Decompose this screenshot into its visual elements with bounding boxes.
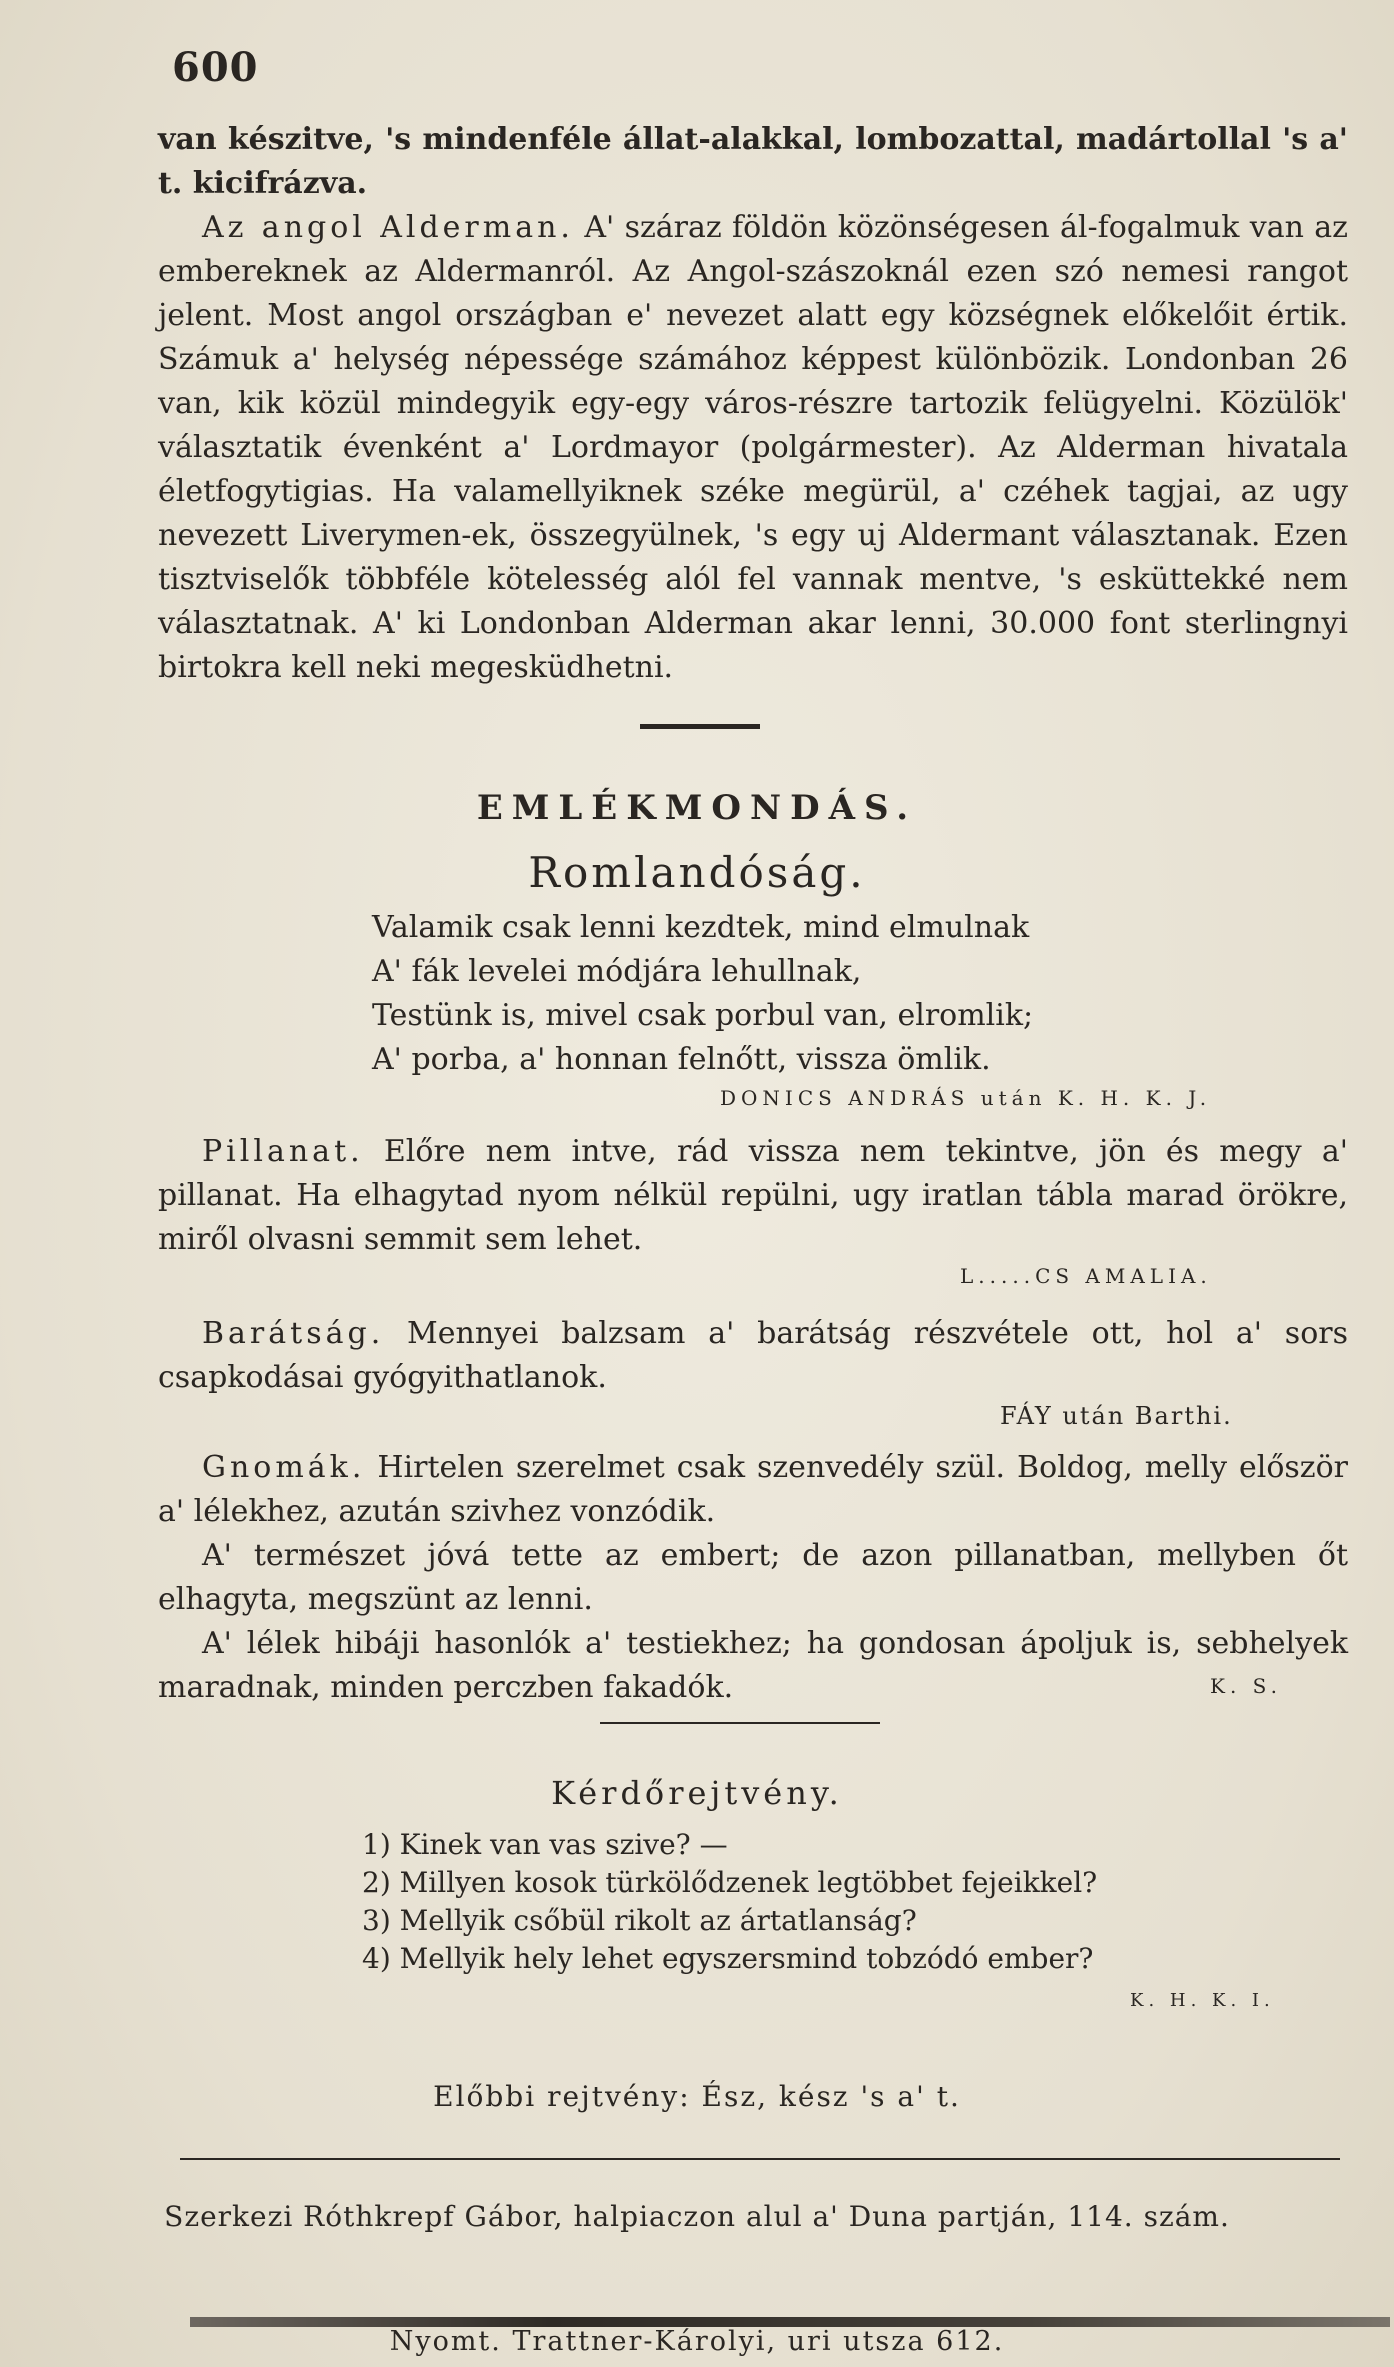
poem-line: A' fák levelei módjára lehullnak,	[372, 954, 862, 989]
riddle-title: Kérdőrejtvény.	[551, 1774, 843, 1812]
section-title: EMLÉKMONDÁS.	[476, 788, 918, 828]
riddle-item: 2) Millyen kosok türkölődzenek legtöbbet fejeikkel?	[362, 1866, 1098, 1899]
riddle-item: 1) Kinek van vas szive? —	[362, 1828, 728, 1861]
baratsag-signature: FÁY után Barthi.	[1000, 1402, 1233, 1430]
gnomak-title: Gnomák.	[202, 1450, 366, 1485]
alderman-text: A' száraz földön közönségesen ál-fogalmuk van az embereknek az Aldermanról. Az Angol-szászoknál ezen szó nemesi rangot jelent. Most angol országban e' nevezet alatt egy községnek előkelőit értik. Számuk a' helység népessége számához képpest különbözik. Londonban 26 van, kik közül mindegyik egy-egy város-részre tartozik felügyelni. Közülök' választatik évenként a' Lordmayor (polgármester). Az Alderman hivatala életfogytigias. Ha valamellyiknek széke megürül, a' czéhek tagjai, az ugy nevezett Liverymen-ek, összegyülnek, 's egy uj Aldermant választanak. Ezen tisztviselők többféle kötelesség alól fel vannak mentve, 's esküttekké nem választatnak. A' ki Londonban Alderman akar lenni, 30.000 font sterlingnyi birtokra kell neki megesküdhetni.	[158, 210, 1348, 685]
poem-line: Testünk is, mivel csak porbul van, elromlik;	[372, 998, 1034, 1033]
pillanat-section	[158, 1130, 1348, 1262]
alderman-article	[158, 118, 1348, 690]
pillanat-title: Pillanat.	[202, 1134, 364, 1169]
editor-line: Szerkezi Róthkrepf Gábor, halpiaczon alul a' Duna partján, 114. szám.	[164, 2200, 1230, 2233]
pillanat-text: Előre nem intve, rád vissza nem tekintve, jön és megy a' pillanat. Ha elhagytad nyom nélkül repülni, ugy iratlan tábla marad örökre, miről olvasni semmit sem lehet.	[158, 1134, 1348, 1257]
baratsag-section	[158, 1312, 1348, 1400]
divider	[180, 2158, 1340, 2160]
riddle-signature: K. H. K. I.	[1130, 1990, 1275, 2011]
riddle-item: 4) Mellyik hely lehet egyszersmind tobzódó ember?	[362, 1942, 1094, 1975]
poem-title: Romlandóság.	[528, 848, 866, 897]
riddle-item: 3) Mellyik csőbül rikolt az ártatlanság?	[362, 1904, 917, 1937]
poem-signature: DONICS ANDRÁS után K. H. K. J.	[720, 1086, 1212, 1110]
riddle-list	[362, 1826, 1097, 1978]
gnomak-text-3: A' lélek hibáji hasonlók a' testiekhez; ha gondosan ápoljuk is, sebhelyek maradnak, minden perczben fakadók.	[158, 1626, 1348, 1705]
baratsag-title: Barátság.	[202, 1316, 385, 1351]
gnomak-section	[158, 1446, 1348, 1710]
intro-text: van készitve, 's mindenféle állat-alakkal, lombozattal, madártollal 's a' t. kicifrázva.	[158, 122, 1348, 201]
baratsag-text: Mennyei balzsam a' barátság részvétele ott, hol a' sors csapkodásai gyógyithatlanok.	[158, 1316, 1348, 1395]
divider	[640, 724, 760, 729]
gnomak-text-1: Hirtelen szerelmet csak szenvedély szül. Boldog, melly először a' lélekhez, azután szivhez vonzódik.	[158, 1450, 1349, 1529]
poem-line: A' porba, a' honnan felnőtt, vissza ömlik.	[372, 1042, 991, 1077]
gnomak-text-2: A' természet jóvá tette az embert; de azon pillanatban, mellyben őt elhagyta, megszünt az lenni.	[158, 1538, 1348, 1617]
poem	[372, 906, 1033, 1082]
pillanat-signature: L.....CS AMALIA.	[960, 1264, 1212, 1288]
printer-line: Nyomt. Trattner-Károlyi, uri utsza 612.	[389, 2326, 1005, 2357]
previous-riddle-answer: Előbbi rejtvény: Ész, kész 's a' t.	[433, 2080, 961, 2113]
poem-line: Valamik csak lenni kezdtek, mind elmulnak	[372, 910, 1030, 945]
divider	[600, 1722, 880, 1724]
gnomak-signature: K. S.	[1210, 1674, 1283, 1698]
alderman-title: Az angol Alderman.	[202, 210, 574, 245]
page-number: 600	[172, 44, 259, 91]
